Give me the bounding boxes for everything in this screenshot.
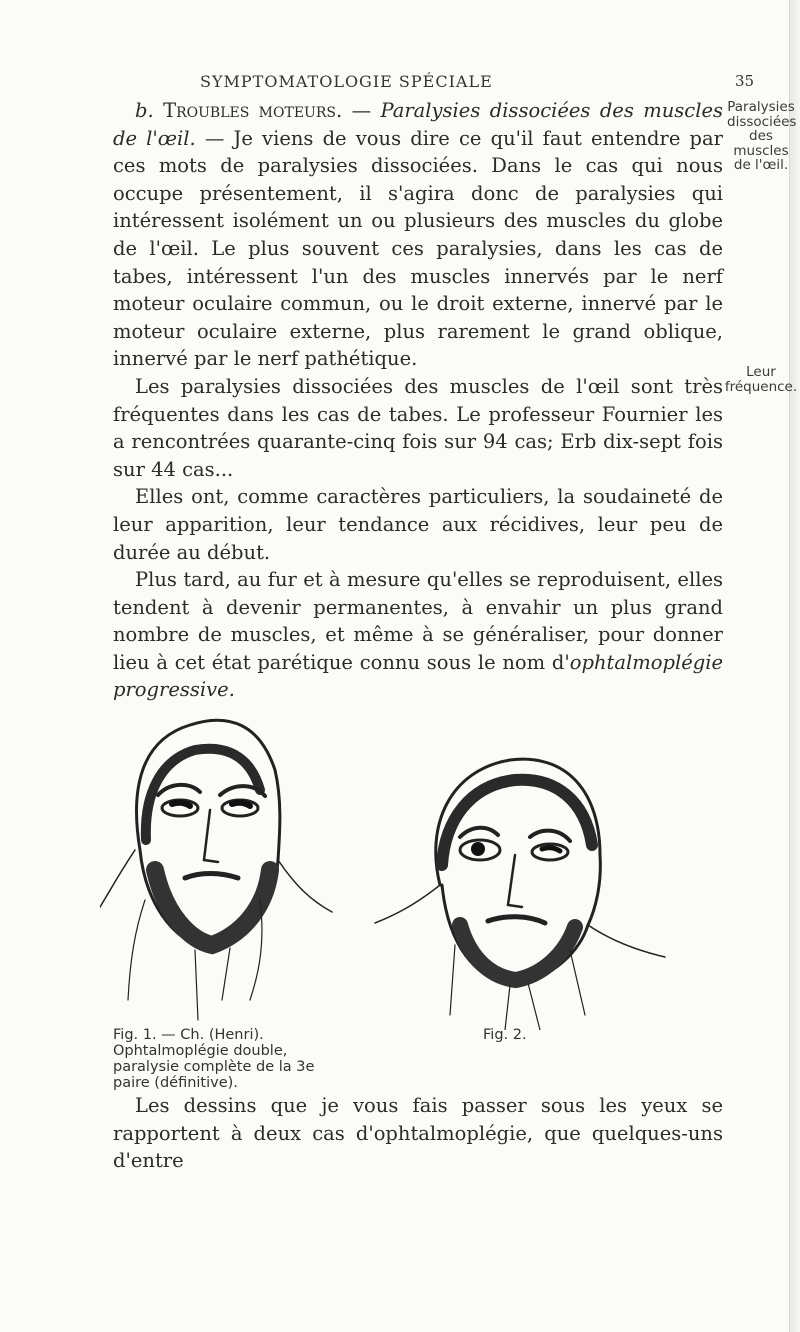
running-head: SYMPTOMATOLOGIE SPÉCIALE: [200, 72, 493, 91]
section-heading: Troubles moteurs.: [163, 99, 343, 122]
section-subheading: Paralysies dissociées des muscles de l'œil.: [113, 99, 723, 150]
section-dash: —: [342, 99, 381, 122]
page-edge: [789, 0, 800, 1332]
figure-1-caption: Fig. 1. — Ch. (Henri). Ophtalmoplégie double, paralysie complète de la 3e paire (définitive).: [113, 1027, 315, 1091]
paragraph-5: Les dessins que je vous fais passer sous les yeux se rapportent à deux cas d'ophtalmoplégie, que quelques-uns d'entre: [113, 1094, 723, 1173]
figure-2-caption: Fig. 2.: [483, 1027, 527, 1043]
page-number: 35: [735, 72, 755, 90]
paragraph-3: Elles ont, comme caractères particuliers, la soudaineté de leur apparition, leur tendance aux récidives, leur peu de durée au début.: [113, 485, 723, 564]
paragraph-4-text: Plus tard, au fur et à mesure qu'elles se reproduisent, elles tendent à devenir permanentes, à envahir un plus grand nombre de muscles, et même à se généraliser, pour donner lieu à cet état parétique connu sous le nom d': [113, 568, 723, 674]
section-label: b.: [135, 99, 154, 122]
paragraph-2: Les paralysies dissociées des muscles de l'œil sont très fréquentes dans les cas de tabes. Le professeur Fournier les a rencontrées quarante-cinq fois sur 94 cas; Erb dix-sept fois sur 44 cas...: [113, 374, 723, 481]
body-text-continued: [113, 1092, 723, 1175]
paragraph-4: [113, 566, 723, 704]
margin-note-frequence: Leur fréquence.: [724, 364, 798, 395]
paragraph-4-term: ophtalmoplégie progressive.: [113, 650, 723, 702]
paragraph-1: [113, 97, 723, 373]
paragraph-1-text: — Je viens de vous dire ce qu'il faut entendre par ces mots de paralysies dissociées. Dans le cas qui nous occupe présentement, il s'agira donc de paralysies qui intéressent isolément un ou plusieurs des muscles du globe de l'œil. Le plus souvent ces paralysies, dans les cas de tabes, intéressent l'un des muscles innervés par le nerf moteur oculaire commun, ou le droit externe, innervé par le moteur oculaire externe, plus rarement le grand oblique, innervé par le nerf pathétique.: [113, 126, 723, 371]
margin-note-paralysies: Paralysies dissociées des muscles de l'œil.: [727, 99, 797, 173]
body-text: [113, 97, 723, 704]
figure-1-drawing: [100, 700, 340, 1025]
figure-2-drawing: [370, 745, 670, 1030]
